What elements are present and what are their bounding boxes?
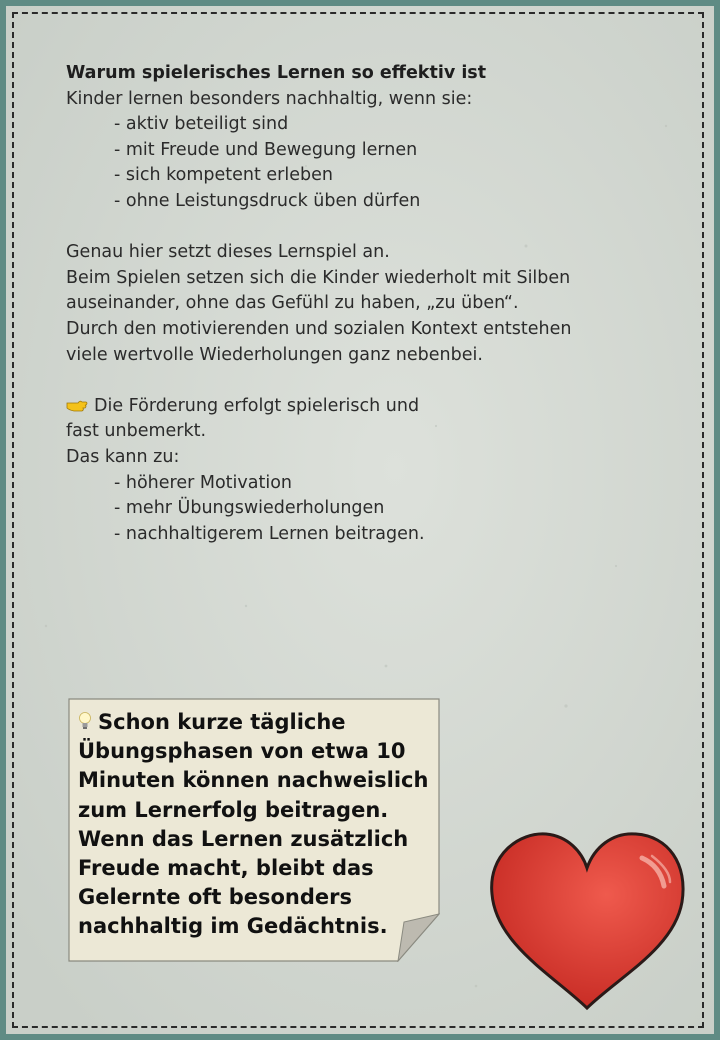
explanation-line: Beim Spielen setzen sich die Kinder wiederholt mit Silben (66, 267, 571, 288)
note-line: nachhaltig im Gedächtnis. (78, 914, 388, 939)
outcome-item: - höherer Motivation (114, 472, 292, 493)
explanation-line: auseinander, ohne das Gefühl zu haben, „zu üben“. (66, 293, 519, 314)
note-line: Wenn das Lernen zusätzlich (78, 826, 409, 851)
note-text (78, 708, 438, 942)
worksheet-page (6, 6, 714, 1034)
condition-item: - ohne Leistungsdruck üben dürfen (114, 190, 421, 211)
note-line: Minuten können nachweislich (78, 768, 429, 793)
tip-note (68, 698, 440, 962)
explanation-line: Genau hier setzt dieses Lernspiel an. (66, 242, 390, 263)
promotion-text: Die Förderung erfolgt spielerisch und (94, 395, 420, 416)
promotion-line: fast unbemerkt. (66, 421, 207, 442)
promotion-line (66, 394, 666, 420)
condition-item: - mit Freude und Bewegung lernen (114, 139, 418, 160)
note-line: Freude macht, bleibt das (78, 855, 374, 880)
note-line: Gelernte oft besonders (78, 885, 353, 910)
pointing-hand-icon (66, 397, 88, 413)
outcome-item: - nachhaltigerem Lernen beitragen. (114, 523, 425, 544)
outcome-item: - mehr Übungswiederholungen (114, 498, 385, 519)
note-line: Schon kurze tägliche (98, 710, 346, 734)
heart-icon (484, 826, 690, 1012)
explanation-line: Durch den motivierenden und sozialen Kontext entstehen (66, 318, 572, 339)
condition-item: - sich kompetent erleben (114, 165, 333, 186)
promotion-lead: Das kann zu: (66, 446, 180, 467)
main-text (66, 61, 666, 547)
section-heading: Warum spielerisches Lernen so effektiv ist (66, 63, 487, 83)
explanation-line: viele wertvolle Wiederholungen ganz nebenbei. (66, 344, 483, 365)
note-line: zum Lernerfolg beitragen. (78, 797, 389, 822)
condition-item: - aktiv beteiligt sind (114, 114, 289, 135)
lightbulb-icon (78, 711, 92, 731)
note-line: Übungsphasen von etwa 10 (78, 739, 406, 764)
intro-lead: Kinder lernen besonders nachhaltig, wenn sie: (66, 88, 473, 109)
